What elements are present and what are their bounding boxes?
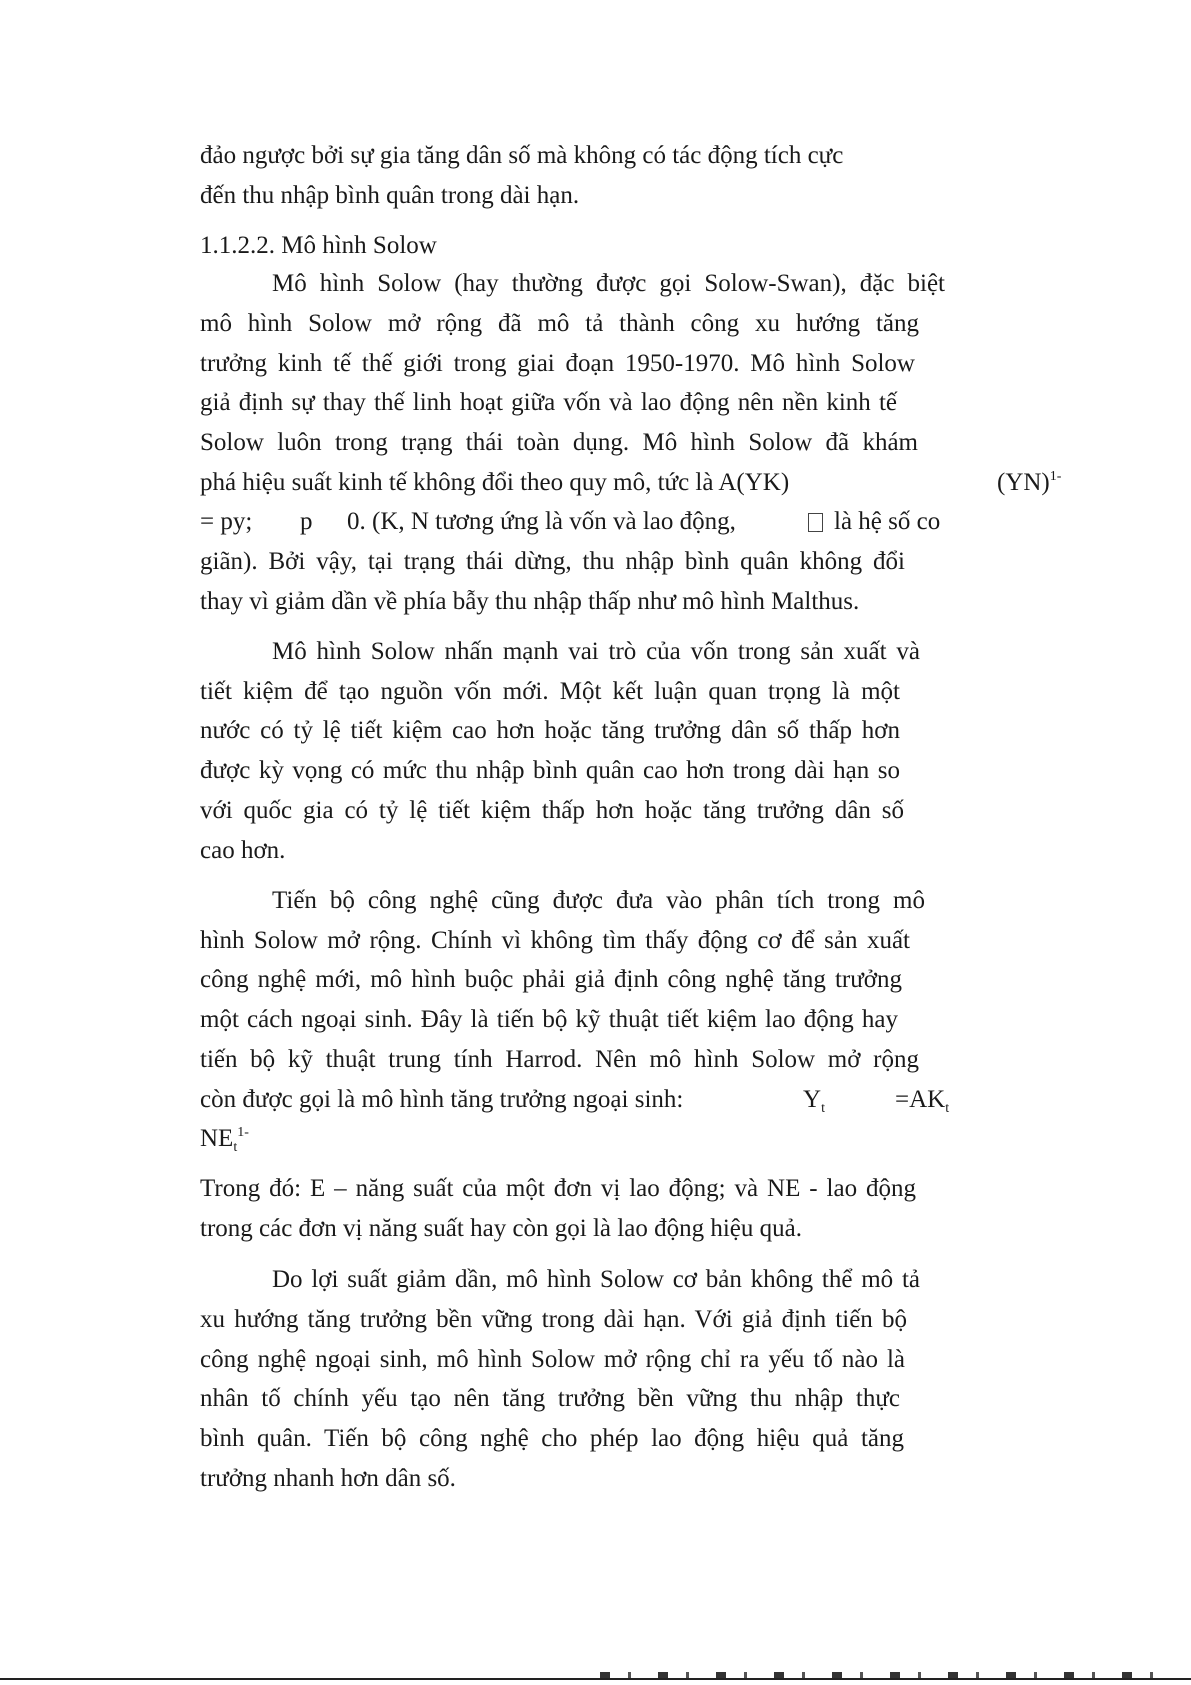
formula-fragment: = py; [200, 508, 253, 535]
section-heading: 1.1.2.2. Mô hình Solow [200, 232, 437, 259]
text-line: hình Solow mở rộng. Chính vì không tìm thấy động cơ để sản xuất [200, 927, 910, 954]
text-line: giả định sự thay thế linh hoạt giữa vốn và lao động nên nền kinh tế [200, 389, 897, 416]
text-line: phá hiệu suất kinh tế không đổi theo quy mô, tức là A(YK) [200, 469, 790, 496]
formula-fragment: $Y_t$ [803, 1086, 825, 1116]
text-line: Trong đó: E – năng suất của một đơn vị lao động; và NE - lao động [200, 1175, 916, 1202]
text-line: tiết kiệm để tạo nguồn vốn mới. Một kết luận quan trọng là một [200, 678, 900, 705]
text-line: đảo ngược bởi sự gia tăng dân số mà không có tác động tích cực [200, 142, 844, 169]
formula-fragment: là hệ số co [834, 508, 941, 535]
text-line: được kỳ vọng có mức thu nhập bình quân cao hơn trong dài hạn so [200, 757, 900, 784]
text-line: cao hơn. [200, 837, 286, 864]
text-line: thay vì giảm dần về phía bẫy thu nhập thấp như mô hình Malthus. [200, 588, 860, 615]
page-bottom-rule [0, 1678, 1191, 1680]
formula-fragment: (YN)$^{1-}$ [997, 469, 1062, 496]
formula-fragment: 0. (K, N tương ứng là vốn và lao động, [347, 508, 736, 535]
text-line: mô hình Solow mở rộng đã mô tả thành công xu hướng tăng [200, 310, 919, 337]
formula-fragment: p [300, 508, 313, 535]
text-line: trong các đơn vị năng suất hay còn gọi là lao động hiệu quả. [200, 1215, 802, 1242]
text-line: một cách ngoại sinh. Đây là tiến bộ kỹ thuật tiết kiệm lao động hay [200, 1006, 898, 1033]
text-line: nước có tỷ lệ tiết kiệm cao hơn hoặc tăng trưởng dân số thấp hơn [200, 717, 900, 744]
formula-fragment: $=AK_t$ [895, 1086, 950, 1116]
text-line: Mô hình Solow (hay thường được gọi Solow-Swan), đặc biệt [272, 270, 945, 297]
text-line: công nghệ ngoại sinh, mô hình Solow mở rộng chỉ ra yếu tố nào là [200, 1346, 905, 1373]
text-line: đến thu nhập bình quân trong dài hạn. [200, 182, 580, 209]
text-line: Solow luôn trong trạng thái toàn dụng. Mô hình Solow đã khám [200, 429, 918, 456]
text-line: giãn). Bởi vậy, tại trạng thái dừng, thu nhập bình quân không đổi [200, 548, 905, 575]
text-line: với quốc gia có tỷ lệ tiết kiệm thấp hơn hoặc tăng trưởng dân số [200, 797, 904, 824]
text-line: trưởng nhanh hơn dân số. [200, 1465, 456, 1492]
text-line: Tiến bộ công nghệ cũng được đưa vào phân tích trong mô [272, 887, 925, 914]
text-line: Mô hình Solow nhấn mạnh vai trò của vốn trong sản xuất và [272, 638, 920, 665]
text-line: bình quân. Tiến bộ công nghệ cho phép lao động hiệu quả tăng [200, 1425, 904, 1452]
text-line: trưởng kinh tế thế giới trong giai đoạn 1950-1970. Mô hình Solow [200, 350, 915, 377]
text-line: công nghệ mới, mô hình buộc phải giả định công nghệ tăng trưởng [200, 966, 902, 993]
formula-fragment: $NE_t^{1-}$ [200, 1125, 249, 1155]
text-line: xu hướng tăng trưởng bền vững trong dài hạn. Với giả định tiến bộ [200, 1306, 907, 1333]
text-line: Do lợi suất giảm dần, mô hình Solow cơ bản không thể mô tả [272, 1266, 920, 1293]
text-line: còn được gọi là mô hình tăng trưởng ngoại sinh: [200, 1086, 684, 1113]
text-line: nhân tố chính yếu tạo nên tăng trưởng bền vững thu nhập thực [200, 1385, 900, 1412]
text-line: tiến bộ kỹ thuật trung tính Harrod. Nên mô hình Solow mở rộng [200, 1046, 919, 1073]
missing-glyph-box [808, 513, 823, 532]
